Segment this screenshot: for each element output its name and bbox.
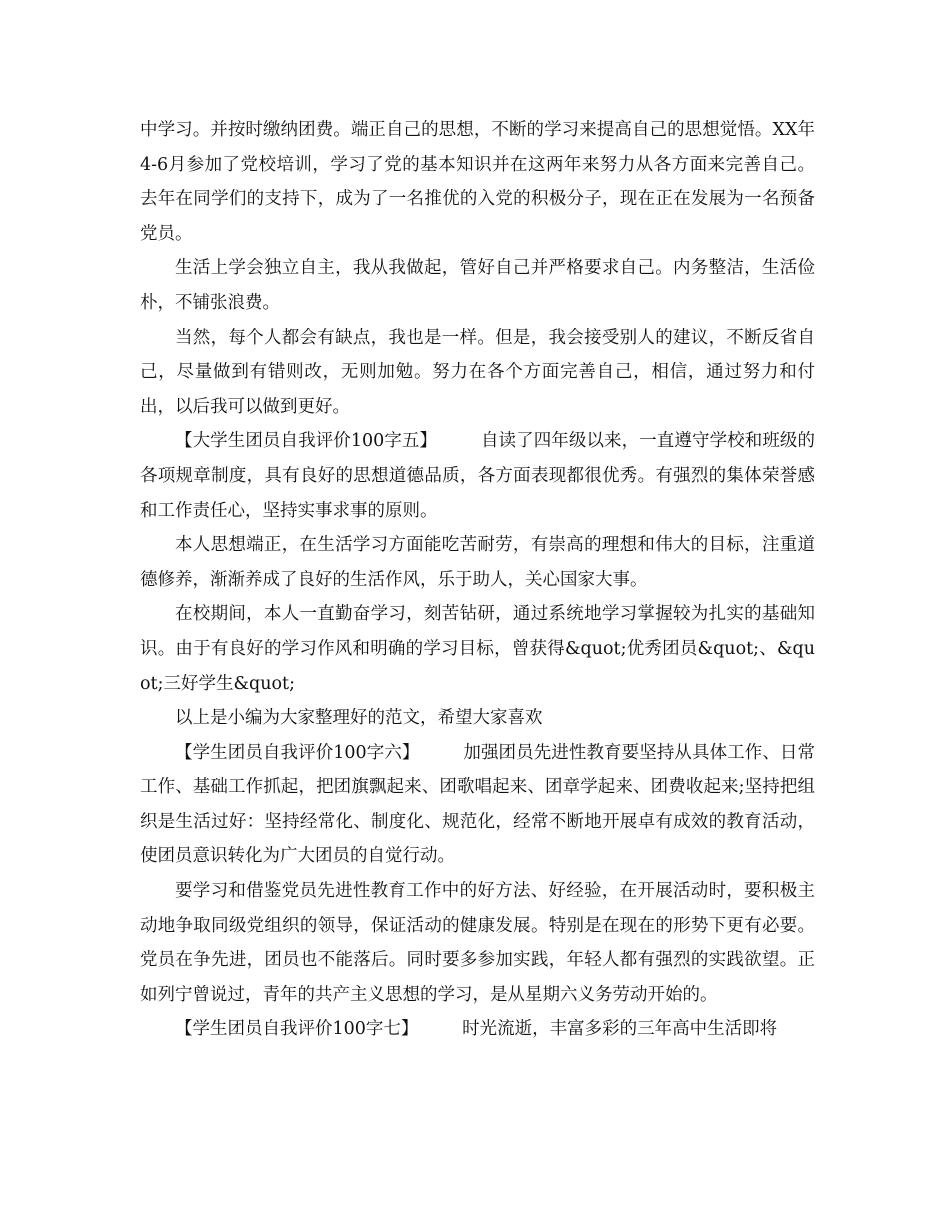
paragraph-9 bbox=[140, 874, 815, 1012]
section-heading: 【学生团员自我评价100字七】 bbox=[175, 1019, 419, 1040]
paragraph-4 bbox=[140, 424, 815, 528]
paragraph-text: 自读了四年级以来，一直遵守学校和班级的各项规章制度，具有良好的思想道德品质，各方面表现都很优秀。有强烈的集体荣誉感和工作责任心，坚持实事求事的原则。 bbox=[140, 431, 815, 521]
paragraph-text: 时光流逝，丰富多彩的三年高中生活即将 bbox=[462, 1019, 778, 1040]
paragraph-text: 在校期间，本人一直勤奋学习，刻苦钻研，通过系统地学习掌握较为扎实的基础知识。由于有良好的学习作风和明确的学习目标，曾获得&quot;优秀团员&quot;、&quot;三好学生&quot; bbox=[140, 604, 815, 694]
paragraph-3 bbox=[140, 321, 815, 425]
document-body bbox=[140, 113, 815, 1047]
paragraph-7 bbox=[140, 701, 815, 736]
section-heading: 【学生团员自我评价100字六】 bbox=[175, 742, 420, 763]
paragraph-text: 以上是小编为大家整理好的范文，希望大家喜欢 bbox=[175, 708, 543, 729]
paragraph-text: 生活上学会独立自主，我从我做起，管好自己并严格要求自己。内务整洁，生活俭朴，不铺张浪费。 bbox=[140, 258, 815, 313]
paragraph-6 bbox=[140, 597, 815, 701]
paragraph-text: 加强团员先进性教育要坚持从具体工作、日常工作、基础工作抓起，把团旗飘起来、团歌唱起来、团章学起来、团费收起来;坚持把组织是生活过好：坚持经常化、制度化、规范化，经常不断地开展卓有成效的教育活动，使团员意识转化为广大团员的自觉行动。 bbox=[140, 742, 816, 867]
paragraph-text: 当然，每个人都会有缺点，我也是一样。但是，我会接受别人的建议，不断反省自己，尽量做到有错则改，无则加勉。努力在各个方面完善自己，相信，通过努力和付出，以后我可以做到更好。 bbox=[140, 327, 815, 417]
paragraph-text: 要学习和借鉴党员先进性教育工作中的好方法、好经验，在开展活动时，要积极主动地争取同级党组织的领导，保证活动的健康发展。特别是在现在的形势下更有必要。党员在争先进，团员也不能落后。同时要多参加实践，年轻人都有强烈的实践欲望。正如列宁曾说过，青年的共产主义思想的学习，是从星期六义务劳动开始的。 bbox=[140, 881, 815, 1005]
paragraph-text: 中学习。并按时缴纳团费。端正自己的思想，不断的学习来提高自己的思想觉悟。XX年4-6月参加了党校培训，学习了党的基本知识并在这两年来努力从各方面来完善自己。去年在同学们的支持下，成为了一名推优的入党的积极分子，现在正在发展为一名预备党员。 bbox=[140, 120, 815, 244]
paragraph-2 bbox=[140, 251, 815, 320]
section-heading: 【大学生团员自我评价100字五】 bbox=[175, 431, 438, 452]
paragraph-1 bbox=[140, 113, 815, 251]
paragraph-8 bbox=[140, 736, 815, 874]
paragraph-5 bbox=[140, 528, 815, 597]
paragraph-10 bbox=[140, 1012, 815, 1047]
paragraph-text: 本人思想端正，在生活学习方面能吃苦耐劳，有崇高的理想和伟大的目标，注重道德修养，渐渐养成了良好的生活作风，乐于助人，关心国家大事。 bbox=[140, 535, 815, 590]
